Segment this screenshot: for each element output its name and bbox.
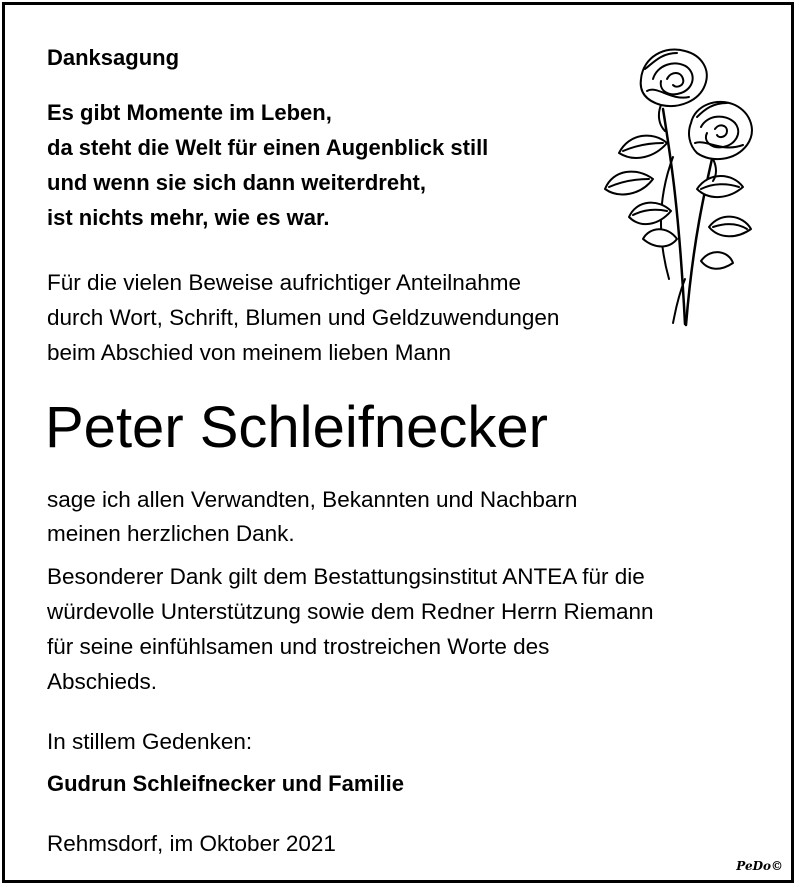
intro-line: durch Wort, Schrift, Blumen und Geldzuwendungen bbox=[47, 305, 560, 330]
thanks-text bbox=[47, 483, 577, 551]
poem bbox=[47, 95, 488, 235]
obituary-notice bbox=[2, 2, 794, 883]
intro-text bbox=[47, 265, 559, 370]
thanks-line: meinen herzlichen Dank. bbox=[47, 521, 295, 546]
thanks-line: sage ich allen Verwandten, Bekannten und Nachbarn bbox=[47, 487, 578, 512]
poem-line: und wenn sie sich dann weiterdreht, bbox=[47, 170, 426, 195]
intro-line: Für die vielen Beweise aufrichtiger Anteilnahme bbox=[47, 270, 522, 295]
memory-line: In stillem Gedenken: bbox=[47, 729, 253, 754]
family-signature: Gudrun Schleifnecker und Familie bbox=[47, 771, 404, 796]
special-thanks-line: für seine einfühlsamen und trostreichen Worte des bbox=[47, 634, 550, 659]
special-thanks-line: würdevolle Unterstützung sowie dem Redner Herrn Riemann bbox=[47, 599, 654, 624]
roses-icon bbox=[601, 39, 759, 329]
poem-line: Es gibt Momente im Leben, bbox=[47, 100, 332, 125]
special-thanks-line: Besonderer Dank gilt dem Bestattungsinstitut ANTEA für die bbox=[47, 564, 645, 589]
poem-line: da steht die Welt für einen Augenblick still bbox=[47, 135, 489, 160]
designer-mark: PeDo© bbox=[736, 859, 783, 873]
place-date: Rehmsdorf, im Oktober 2021 bbox=[47, 831, 336, 856]
deceased-name: Peter Schleifnecker bbox=[45, 395, 548, 460]
special-thanks-line: Abschieds. bbox=[47, 669, 158, 694]
intro-line: beim Abschied von meinem lieben Mann bbox=[47, 340, 451, 365]
poem-line: ist nichts mehr, wie es war. bbox=[47, 205, 330, 230]
notice-heading: Danksagung bbox=[47, 45, 180, 70]
special-thanks-text bbox=[47, 559, 654, 699]
